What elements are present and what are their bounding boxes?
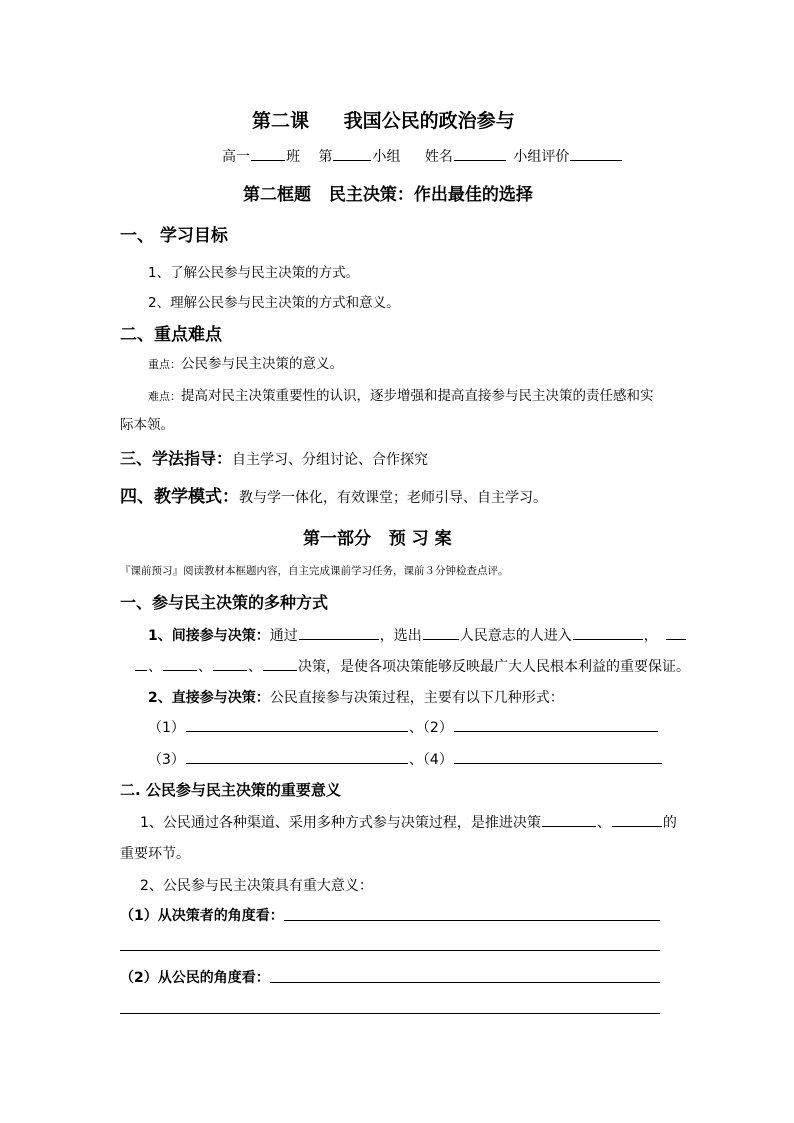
section-3-heading: 三、学法指导： xyxy=(120,449,233,468)
q2-p1-label: （1）从决策者的角度看： xyxy=(120,908,284,924)
blank-8[interactable] xyxy=(263,669,297,671)
section-3-text: 自主学习、分组讨论、合作探究 xyxy=(232,452,429,468)
indirect-t8: 决策，是使各项决策能够反映最广大人民根本利益的重要保证。 xyxy=(298,659,690,675)
title-lesson: 第二课 xyxy=(252,110,310,132)
preview-note: 『课前预习』阅读教材本框题内容，自主完成课前学习任务，课前３分钟检查点评。 xyxy=(120,565,509,577)
indirect-t4: ， xyxy=(643,628,658,644)
diff-label: 难点： xyxy=(148,390,181,403)
q2-s1-cont: 重要环节。 xyxy=(120,846,190,862)
objective-2: 2、理解公民参与民主决策的方式和意义。 xyxy=(148,295,400,311)
indirect-t6: 、 xyxy=(198,659,212,675)
blank-6[interactable] xyxy=(163,669,197,671)
blank-2[interactable] xyxy=(423,638,459,640)
indirect-label: 1、间接参与决策： xyxy=(148,628,270,644)
indirect-line-1 xyxy=(148,625,687,645)
eval-blank[interactable] xyxy=(570,159,622,161)
direct-line xyxy=(148,687,564,707)
q2-s1-c: 的 xyxy=(662,815,677,831)
q2-heading: 二. 公民参与民主决策的重要意义 xyxy=(120,781,341,799)
section-2-heading: 二、重点难点 xyxy=(120,325,222,345)
blank-1[interactable] xyxy=(299,638,379,640)
section-4-text: 教与学一体化，有效课堂；老师引导、自主学习。 xyxy=(239,490,547,506)
section-4-heading: 四、教学模式： xyxy=(120,487,239,507)
blank-3[interactable] xyxy=(573,638,643,640)
indirect-t1: 通过 xyxy=(269,628,298,644)
diff-text: 提高对民主决策重要性的认识，逐步增强和提高直接参与民主决策的责任感和实 xyxy=(181,388,654,404)
indirect-t3: 人民意志的人进入 xyxy=(459,628,572,644)
indirect-t2: ，选出 xyxy=(379,628,422,644)
section-3 xyxy=(120,446,428,469)
key-text: 公民参与民主决策的意义。 xyxy=(181,356,343,372)
form-line-1 xyxy=(148,717,659,737)
subtitle-topic: 民主决策：作出最佳的选择 xyxy=(328,185,533,205)
q2-s1 xyxy=(140,812,677,832)
direct-label: 2、直接参与决策： xyxy=(148,690,270,706)
answer-line-4[interactable] xyxy=(120,1013,660,1014)
q2-s1-b: 、 xyxy=(596,815,611,831)
difficult-point xyxy=(148,384,654,404)
form-3-blank[interactable] xyxy=(186,762,408,764)
indirect-t5: 、 xyxy=(148,659,162,675)
q2-blank-1[interactable] xyxy=(542,825,596,827)
class-suffix: 班 xyxy=(286,149,300,165)
key-point xyxy=(148,352,343,372)
form-2-label: 、（2） xyxy=(408,720,453,736)
difficult-point-cont: 际本领。 xyxy=(120,417,174,433)
direct-text: 公民直接参与决策过程，主要有以下几种形式： xyxy=(269,690,564,706)
student-info-line xyxy=(222,146,623,166)
objective-1: 1、了解公民参与民主决策的方式。 xyxy=(148,265,360,281)
name-blank[interactable] xyxy=(454,159,506,161)
form-1-label: （1） xyxy=(148,720,185,736)
class-label: 高一 xyxy=(222,149,250,165)
q2-p2-label: （2）从公民的角度看： xyxy=(120,970,270,986)
group-suffix: 小组 xyxy=(372,149,401,165)
q2-s1-a: 1、公民通过各种渠道、采用多种方式参与决策过程，是推进决策 xyxy=(140,815,541,831)
q2-s2: 2、公民参与民主决策具有重大意义： xyxy=(140,878,373,894)
subtitle xyxy=(243,180,533,205)
section-1-heading: 一、 学习目标 xyxy=(120,226,228,246)
key-label: 重点： xyxy=(148,358,181,371)
blank-7[interactable] xyxy=(213,669,247,671)
title-topic: 我国公民的政治参与 xyxy=(343,110,515,132)
form-3-label: （3） xyxy=(148,752,185,768)
form-4-blank[interactable] xyxy=(454,762,662,764)
indirect-line-2 xyxy=(134,656,690,676)
blank-4[interactable] xyxy=(666,638,686,640)
form-1-blank[interactable] xyxy=(186,730,408,732)
part1-title: 第一部分 预 习 案 xyxy=(303,529,452,549)
class-blank[interactable] xyxy=(251,159,285,161)
group-blank[interactable] xyxy=(333,159,371,161)
eval-label: 小组评价 xyxy=(513,149,570,165)
q2-blank-2[interactable] xyxy=(612,825,662,827)
form-line-2 xyxy=(148,749,663,769)
section-4 xyxy=(120,482,547,507)
name-label: 姓名 xyxy=(424,149,453,165)
page-title xyxy=(252,106,515,133)
group-prefix: 第 xyxy=(318,149,333,165)
answer-line-3[interactable] xyxy=(270,982,660,983)
answer-line-2[interactable] xyxy=(120,950,660,951)
form-4-label: 、（4） xyxy=(408,752,453,768)
indirect-t7: 、 xyxy=(248,659,262,675)
q1-heading: 一、参与民主决策的多种方式 xyxy=(120,593,329,612)
form-2-blank[interactable] xyxy=(454,730,658,732)
subtitle-frame: 第二框题 xyxy=(243,185,311,205)
blank-5[interactable] xyxy=(135,669,147,671)
q2-p2 xyxy=(120,967,270,987)
answer-line-1[interactable] xyxy=(284,920,660,921)
q2-p1 xyxy=(120,905,284,925)
